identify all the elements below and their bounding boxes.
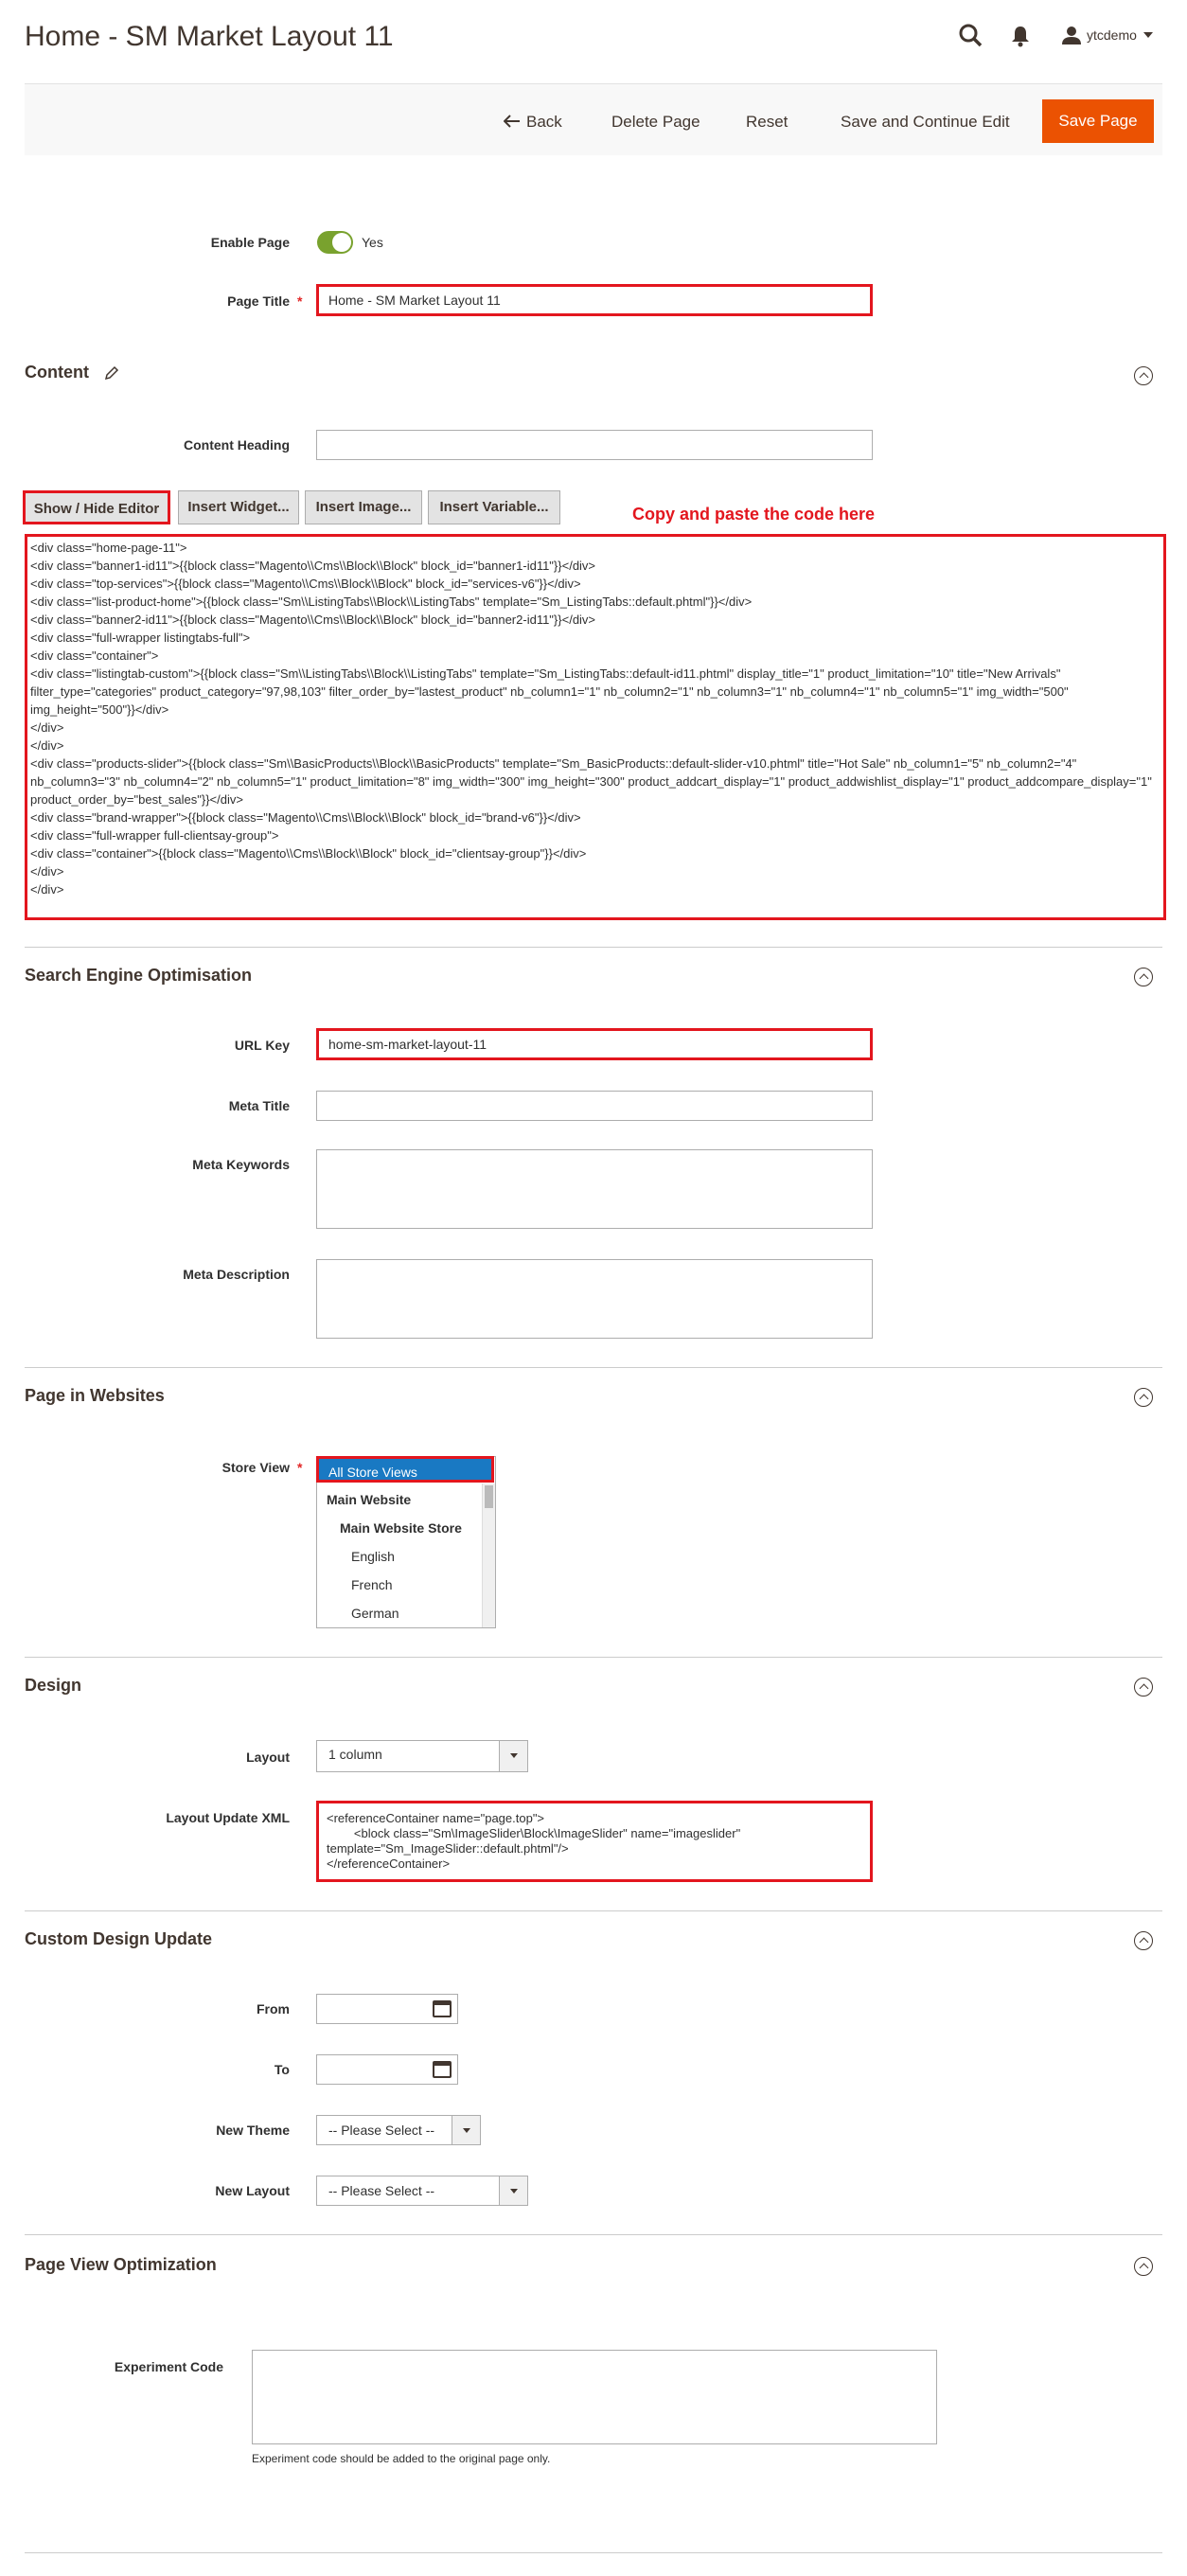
experiment-code-note: Experiment code should be added to the original page only. [252,2452,551,2465]
content-code-editor[interactable]: <div class="home-page-11"> <div class="banner1-id11">{{block class="Magento\\Cms\\Block\\Block" block_id="banner1-id11"}}</div> <div class="top-services">{{block class="Magento\\Cms\\Block\\Block" block_id="services-v6"}}</div> <div class="list-product-home">{{block class="Sm\\ListingTabs\\Block\\ListingTabs" template="Sm_ListingTabs::default.phtml"}}</div> <div class="banner2-id11">{{block class="Magento\\Cms\\Block\\Block" block_id="banner2-id11"}}</div> <div class="full-wrapper listingtabs-full"> <div class="container"> <div class="listingtab-custom">{{block class="Sm\\ListingTabs\\Block\\ListingTabs" template="Sm_ListingTabs::default-id11.phtml" display_title="1" product_limitation="10" title="New Arrivals" filter_type="categories" product_category="97,98,103" filter_order_by="lastest_product" nb_column1="1" nb_column2="1" nb_column3="1" nb_column4="1" nb_column5="1" img_width="500" img_height="500"}}</div> </div> </div> <div class="products-slider">{{block class="Sm\\BasicProducts\\Block\\BasicProducts" template="Sm_BasicProducts::default-slider-v10.phtml" title="Hot Sale" nb_column1="5" nb_column2="4" nb_column3="3" nb_column4="2" nb_column5="1" product_limitation="8" img_width="300" img_height="300" product_addcart_display="1" product_addwishlist_display="1" product_addcompare_display="1" product_order_by="best_sales"}}</div> <div class="brand-wrapper">{{block class="Magento\\Cms\\Block\\Block" block_id="brand-v6"}}</div> <div class="full-wrapper full-clientsay-group"> <div class="container">{{block class="Magento\\Cms\\Block\\Block" block_id="clientsay-group"}}</div> </div> </div> [25,534,1166,920]
layout-update-xml-label: Layout Update XML [166,1810,290,1825]
store-option-english[interactable]: English [351,1549,395,1564]
page-actions-bar [25,83,1162,155]
divider [25,1657,1162,1658]
websites-section-title[interactable]: Page in Websites [25,1386,165,1405]
meta-keywords-textarea[interactable] [316,1149,873,1229]
content-section-title[interactable]: Content [25,363,89,382]
chevron-up-icon[interactable] [1134,1931,1153,1950]
custom-design-section-title[interactable]: Custom Design Update [25,1929,213,1948]
from-date-input[interactable] [316,1994,458,2024]
design-section-title[interactable]: Design [25,1676,82,1695]
save-and-continue-button[interactable]: Save and Continue Edit [841,101,1010,143]
store-view-label: Store View [221,1460,290,1475]
reset-button[interactable]: Reset [746,101,788,143]
chevron-up-icon[interactable] [1134,2257,1153,2276]
store-option-french[interactable]: French [351,1577,393,1592]
store-option-german[interactable]: German [351,1606,399,1621]
experiment-code-textarea[interactable] [252,2350,937,2444]
search-icon[interactable] [958,23,983,47]
optimization-section-title[interactable]: Page View Optimization [25,2255,217,2274]
enable-page-toggle[interactable] [317,231,353,254]
url-key-input[interactable]: home-sm-market-layout-11 [316,1028,873,1060]
divider [25,1367,1162,1368]
insert-widget-button[interactable]: Insert Widget... [178,490,299,524]
page-title-input[interactable]: Home - SM Market Layout 11 [316,284,873,316]
username[interactable]: ytcdemo [1087,27,1137,43]
to-date-input[interactable] [316,2054,458,2085]
url-key-label: URL Key [234,1038,290,1053]
annotation-text: Copy and paste the code here [632,505,876,524]
content-heading-label: Content Heading [184,437,290,453]
pencil-icon[interactable] [104,365,119,381]
meta-title-label: Meta Title [228,1098,290,1113]
insert-variable-button[interactable]: Insert Variable... [428,490,560,524]
chevron-down-icon[interactable] [1143,32,1153,38]
meta-description-textarea[interactable] [316,1259,873,1339]
page-title: Home - SM Market Layout 11 [25,21,394,52]
content-heading-input[interactable] [316,430,873,460]
user-icon[interactable] [1062,26,1081,44]
delete-page-button[interactable]: Delete Page [611,101,700,143]
divider [25,2552,1162,2553]
show-hide-editor-button[interactable]: Show / Hide Editor [23,490,170,524]
experiment-code-label: Experiment Code [114,2359,223,2374]
enable-page-label: Enable Page [210,235,290,250]
seo-section-title[interactable]: Search Engine Optimisation [25,966,253,985]
layout-select-value: 1 column [328,1747,382,1762]
required-marker: * [297,293,303,309]
divider [25,947,1162,948]
layout-update-xml-textarea[interactable]: <referenceContainer name="page.top"> <block class="Sm\ImageSlider\Block\ImageSlider" name="imageslider" template="Sm_ImageSlider::default.phtml"/> </referenceContainer> [316,1801,873,1882]
new-theme-select-value: -- Please Select -- [328,2123,435,2138]
divider [25,1910,1162,1911]
enable-page-value: Yes [362,235,383,250]
from-label: From [257,2001,290,2016]
chevron-down-icon[interactable] [452,2116,480,2144]
arrow-left-icon [504,115,521,128]
new-theme-select[interactable] [316,2115,481,2145]
new-theme-label: New Theme [216,2123,290,2138]
required-marker: * [297,1460,303,1475]
store-view-multiselect[interactable] [316,1456,496,1628]
store-option-website[interactable]: Main Website [327,1492,412,1507]
back-button[interactable]: Back [526,101,562,143]
store-option-all[interactable]: All Store Views [316,1456,494,1483]
store-option-store[interactable]: Main Website Store [340,1520,462,1536]
new-layout-label: New Layout [215,2183,290,2198]
insert-image-button[interactable]: Insert Image... [305,490,422,524]
layout-label: Layout [246,1750,290,1765]
chevron-down-icon[interactable] [499,1741,527,1771]
page-title-label: Page Title [227,293,290,309]
new-layout-select[interactable] [316,2176,528,2206]
chevron-up-icon[interactable] [1134,1388,1153,1407]
scrollbar[interactable] [482,1483,495,1627]
layout-select[interactable] [316,1740,528,1772]
meta-keywords-label: Meta Keywords [192,1157,290,1172]
chevron-up-icon[interactable] [1134,1678,1153,1697]
to-label: To [274,2062,290,2077]
meta-description-label: Meta Description [183,1267,290,1282]
chevron-down-icon[interactable] [499,2176,527,2205]
chevron-up-icon[interactable] [1134,366,1153,385]
calendar-icon[interactable] [433,2000,452,2017]
divider [25,2234,1162,2235]
meta-title-input[interactable] [316,1091,873,1121]
chevron-up-icon[interactable] [1134,968,1153,986]
new-layout-select-value: -- Please Select -- [328,2183,435,2198]
bell-icon[interactable] [1010,25,1031,47]
save-page-button[interactable]: Save Page [1042,99,1154,143]
calendar-icon[interactable] [433,2061,452,2078]
